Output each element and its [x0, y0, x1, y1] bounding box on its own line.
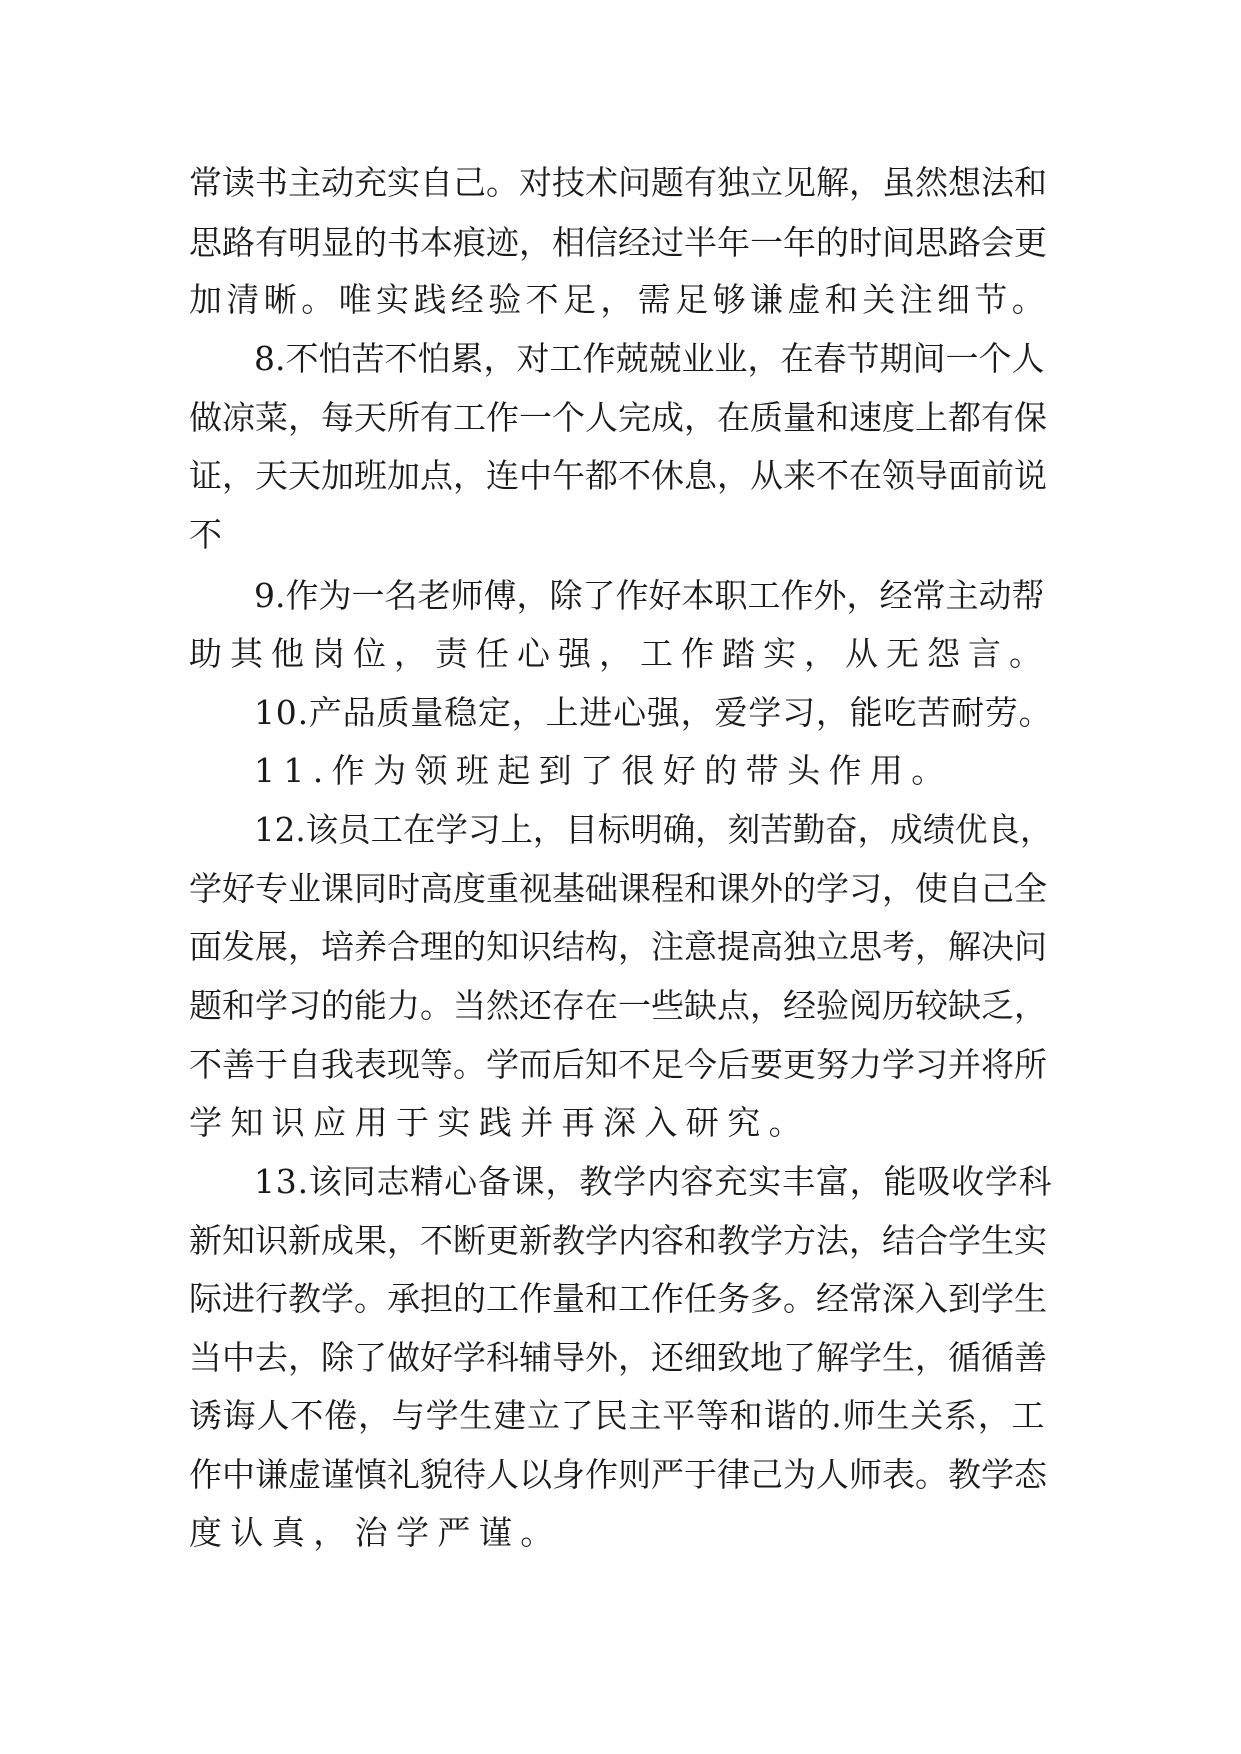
text-line: 11.作为领班起到了很好的带头作用。 — [254, 751, 953, 790]
text-line: 题和学习的能力。当然还存在一些缺点，经验阅历较缺乏， — [189, 986, 1047, 1025]
text-line: 9.作为一名老师傅，除了作好本职工作外，经常主动帮 — [254, 576, 1045, 615]
text-line: 诱诲人不倦，与学生建立了民主平等和谐的.师生关系，工 — [189, 1396, 1046, 1435]
text-line: 新知识新成果，不断更新教学内容和教学方法，结合学生实 — [189, 1221, 1047, 1260]
text-line: 度认真，治学严谨。 — [189, 1513, 562, 1552]
text-line: 8.不怕苦不怕累，对工作兢兢业业，在春节期间一个人 — [254, 339, 1045, 378]
text-line: 证，天天加班加点，连中午都不休息，从来不在领导面前说 — [189, 456, 1047, 495]
text-line: 12.该员工在学习上，目标明确，刻苦勤奋，成绩优良， — [254, 810, 1053, 849]
text-line: 学好专业课同时高度重视基础课程和课外的学习，使自己全 — [189, 869, 1047, 908]
text-line: 做凉菜，每天所有工作一个人完成，在质量和速度上都有保 — [189, 398, 1047, 437]
text-line: 面发展，培养合理的知识结构，注意提高独立思考，解决问 — [189, 927, 1047, 966]
text-line: 不善于自我表现等。学而后知不足今后要更努力学习并将所 — [189, 1045, 1047, 1084]
text-line: 不 — [189, 515, 231, 554]
text-line: 10.产品质量稳定，上进心强，爱学习，能吃苦耐劳。 — [254, 693, 1053, 732]
text-line: 当中去，除了做好学科辅导外，还细致地了解学生，循循善 — [189, 1338, 1047, 1377]
text-line: 思路有明显的书本痕迹，相信经过半年一年的时间思路会更 — [189, 223, 1047, 262]
text-line: 13.该同志精心备课，教学内容充实丰富，能吸收学科 — [254, 1162, 1053, 1201]
text-line: 学知识应用于实践并再深入研究。 — [189, 1103, 810, 1142]
text-line: 际进行教学。承担的工作量和工作任务多。经常深入到学生 — [189, 1279, 1047, 1318]
text-line: 加清晰。唯实践经验不足，需足够谦虚和关注细节。 — [189, 280, 1050, 319]
text-line: 作中谦虚谨慎礼貌待人以身作则严于律己为人师表。教学态 — [189, 1455, 1047, 1494]
text-line: 助其他岗位，责任心强，工作踏实，从无怨言。 — [189, 634, 1050, 673]
text-line: 常读书主动充实自己。对技术问题有独立见解，虽然想法和 — [189, 163, 1047, 202]
